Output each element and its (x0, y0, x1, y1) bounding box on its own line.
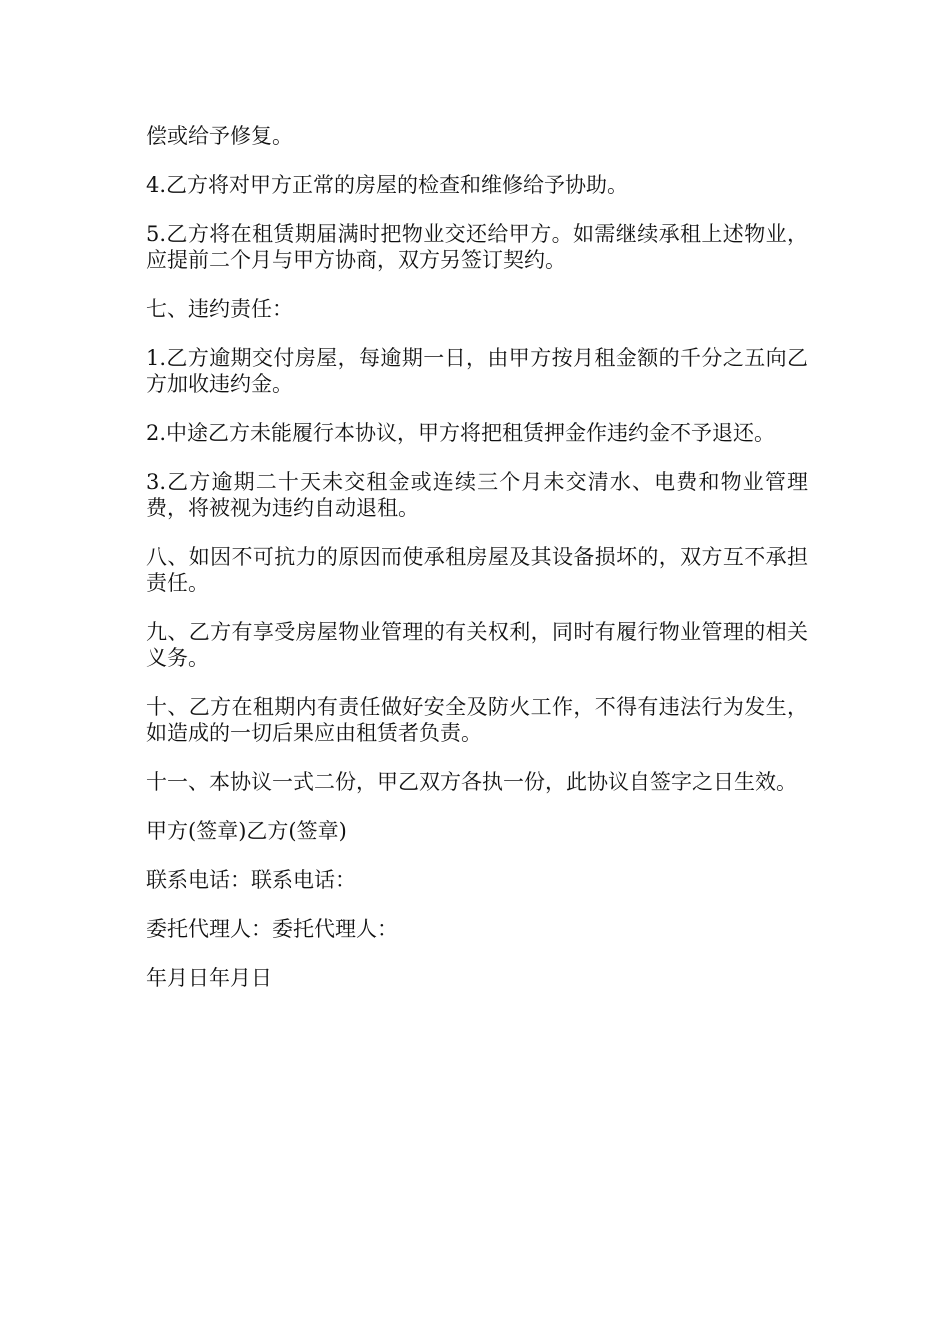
paragraph-repair-continued: 偿或给予修复。 (146, 124, 293, 148)
contact-phone-line: 联系电话：联系电话： (146, 868, 356, 892)
paragraph-clause-4: 4.乙方将对甲方正常的房屋的检查和维修给予协助。 (146, 173, 629, 197)
paragraph-section-10: 十、乙方在租期内有责任做好安全及防火工作，不得有违法行为发生，如造成的一切后果应由租赁者负责。 (146, 695, 808, 745)
paragraph-breach-3: 3.乙方逾期二十天未交租金或连续三个月未交清水、电费和物业管理费，将被视为违约自动退租。 (146, 470, 808, 520)
document-body (146, 123, 808, 1014)
paragraph-section-11: 十一、本协议一式二份，甲乙双方各执一份，此协议自签字之日生效。 (146, 770, 797, 794)
paragraph-section-9: 九、乙方有享受房屋物业管理的有关权利，同时有履行物业管理的相关义务。 (146, 620, 808, 670)
signature-line: 甲方(签章)乙方(签章) (146, 819, 347, 843)
paragraph-breach-2: 2.中途乙方未能履行本协议，甲方将把租赁押金作违约金不予退还。 (146, 421, 776, 445)
paragraph-clause-5: 5.乙方将在租赁期届满时把物业交还给甲方。如需继续承租上述物业，应提前二个月与甲方协商，双方另签订契约。 (146, 222, 808, 272)
paragraph-breach-1: 1.乙方逾期交付房屋，每逾期一日，由甲方按月租金额的千分之五向乙方加收违约金。 (146, 346, 808, 396)
agent-line: 委托代理人：委托代理人： (146, 917, 398, 941)
section-heading-breach: 七、违约责任： (146, 297, 293, 321)
paragraph-section-8: 八、如因不可抗力的原因而使承租房屋及其设备损坏的，双方互不承担责任。 (146, 545, 808, 595)
date-line: 年月日年月日 (146, 966, 272, 990)
